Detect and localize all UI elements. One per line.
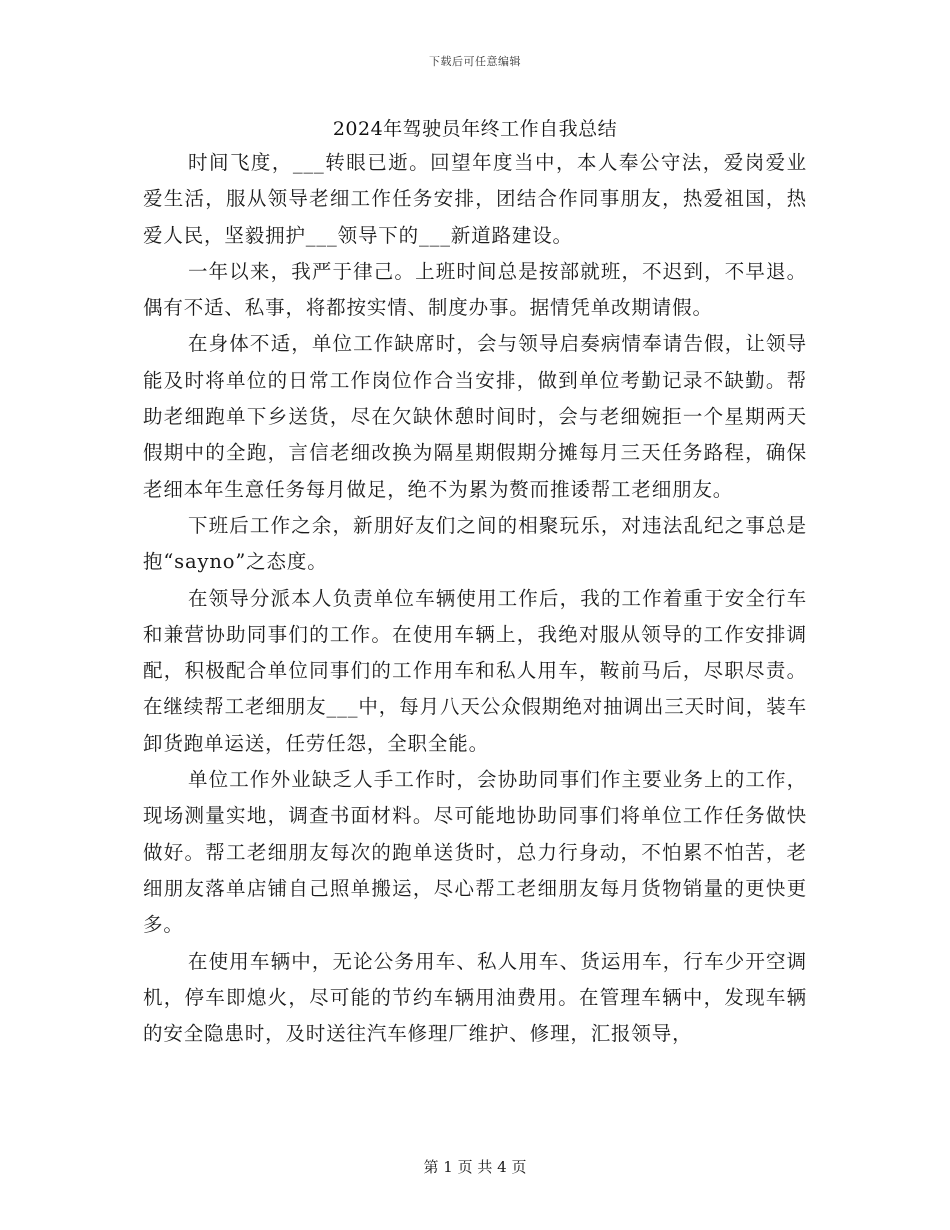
paragraph: 在领导分派本人负责单位车辆使用工作后，我的工作着重于安全行车和兼营协助同事们的工作。在使用车辆上，我绝对服从领导的工作安排调配，积极配合单位同事们的工作用车和私人用车，鞍前马后，尽职尽责。在继续帮工老细朋友___中，每月八天公众假期绝对抽调出三天时间，装车卸货跑单运送，任劳任怨，全职全能。 [143, 586, 807, 755]
document-body [143, 145, 807, 1052]
page-number: 第 1 页 共 4 页 [423, 1158, 527, 1176]
paragraph: 在身体不适，单位工作缺席时，会与领导启奏病情奉请告假，让领导能及时将单位的日常工作岗位作合当安排，做到单位考勤记录不缺勤。帮助老细跑单下乡送货，尽在欠缺休憩时间时，会与老细婉拒一个星期两天假期中的全跑，言信老细改换为隔星期假期分摊每月三天任务路程，确保老细本年生意任务每月做足，绝不为累为赘而推诿帮工老细朋友。 [143, 332, 807, 501]
header-note: 下载后可任意编辑 [429, 55, 521, 68]
paragraph: 一年以来，我严于律己。上班时间总是按部就班，不迟到，不早退。偶有不适、私事，将都按实情、制度办事。据情凭单改期请假。 [143, 259, 807, 320]
paragraph: 单位工作外业缺乏人手工作时，会协助同事们作主要业务上的工作，现场测量实地，调查书面材料。尽可能地协助同事们将单位工作任务做快做好。帮工老细朋友每次的跑单送货时，总力行身动，不怕累不怕苦，老细朋友落单店铺自己照单搬运，尽心帮工老细朋友每月货物销量的更快更多。 [143, 768, 807, 937]
paragraph: 下班后工作之余，新朋好友们之间的相聚玩乐，对违法乱纪之事总是抱“sayno”之态度。 [143, 513, 807, 574]
paragraph: 在使用车辆中，无论公务用车、私人用车、货运用车，行车少开空调机，停车即熄火，尽可能的节约车辆用油费用。在管理车辆中，发现车辆的安全隐患时，及时送往汽车修理厂维护、修理，汇报领导， [143, 949, 807, 1046]
document-title: 2024年驾驶员年终工作自我总结 [332, 118, 618, 140]
paragraph: 时间飞度，___转眼已逝。回望年度当中，本人奉公守法，爱岗爱业爱生活，服从领导老细工作任务安排，团结合作同事朋友，热爱祖国，热爱人民，坚毅拥护___领导下的___新道路建设。 [143, 151, 807, 247]
